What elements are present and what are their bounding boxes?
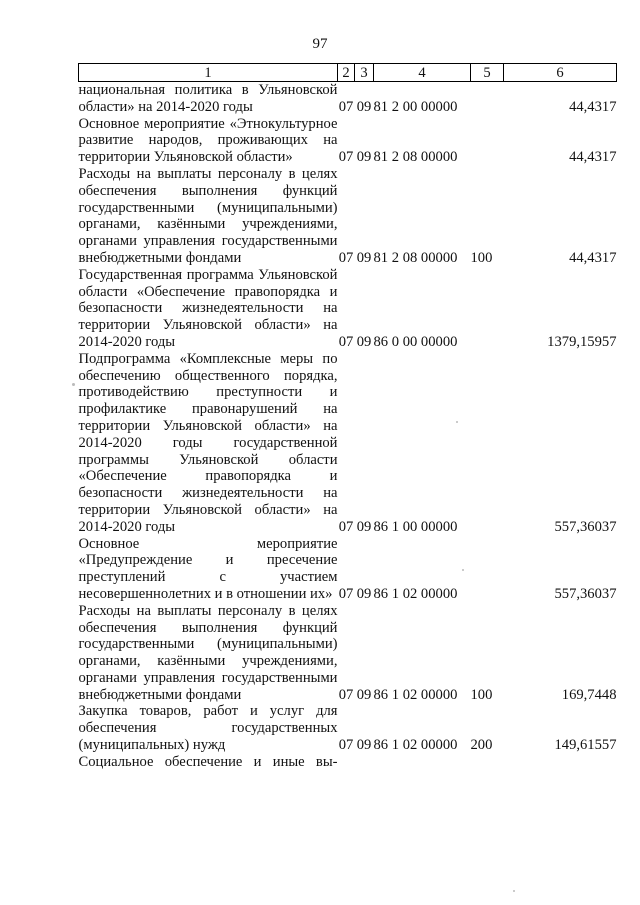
row-amount: 149,61557: [554, 737, 617, 754]
row-description: Подпрограмма «Комплексные меры по обеспечению общественного порядка, противодействию преступности и профилактике правонарушений на территории Ульяновской области» на 2014-2020 годы государственной программы Ульяновской области «Обеспечение правопорядка и безопасности жизнедеятельности на территории Ульяновской области» на 2014-2020 годы: [78, 350, 338, 535]
row-section-code: 07: [338, 98, 354, 115]
row-description: Расходы на выплаты персоналу в целях обеспечения выполнения функций государственными (муниципальными) органами, казёнными учреждениями, органами управления государственными внебюджетными фондами: [78, 165, 338, 266]
row-target-article: 86 1 02 00000: [373, 585, 458, 602]
column-header-5: 5: [471, 64, 504, 82]
row-subsection-code: 09: [356, 585, 372, 602]
row-description: Основное мероприятие «Предупреждение и пресечение преступлений с участием несовершеннолетних и в отношении их»: [78, 535, 338, 602]
column-header-1: 1: [79, 64, 338, 82]
row-subsection-code: 09: [356, 149, 372, 166]
row-expense-type: 200: [470, 737, 493, 754]
row-target-article: 86 1 02 00000: [373, 737, 458, 754]
row-expense-type: [471, 82, 504, 116]
row-expense-type: [471, 267, 504, 351]
column-header-6: 6: [504, 64, 617, 82]
row-subsection-code: 09: [356, 333, 372, 350]
scan-speck: [513, 890, 515, 892]
row-description: Социальное обеспечение и иные вы-: [78, 753, 338, 770]
table-row: [79, 703, 617, 753]
table-row: [79, 603, 617, 704]
scan-speck: [456, 421, 458, 423]
row-target-article: 86 1 00 00000: [373, 518, 458, 535]
column-header-4: 4: [374, 64, 471, 82]
row-amount: 1379,15957: [547, 333, 617, 350]
row-expense-type: 100: [470, 249, 493, 266]
row-expense-type: [471, 536, 504, 603]
table-row: [79, 166, 617, 267]
row-description: Закупка товаров, работ и услуг для обеспечения государственных (муниципальных) нужд: [78, 703, 338, 754]
row-target-article: [374, 754, 471, 771]
table-row: [79, 536, 617, 603]
column-header-3: 3: [355, 64, 374, 82]
column-header-2: 2: [338, 64, 355, 82]
row-subsection-code: 09: [356, 686, 372, 703]
row-section-code: [338, 754, 355, 771]
budget-table: [78, 63, 617, 771]
table-row: [79, 116, 617, 166]
row-section-code: 07: [338, 686, 354, 703]
row-expense-type: 100: [470, 686, 493, 703]
row-description: национальная политика в Ульяновской области» на 2014-2020 годы: [78, 82, 338, 115]
row-amount: 557,36037: [554, 585, 617, 602]
page-number: 97: [312, 36, 328, 52]
row-amount: 44,4317: [569, 249, 617, 266]
row-target-article: 81 2 00 00000: [373, 98, 458, 115]
row-subsection-code: 09: [356, 98, 372, 115]
row-description: Государственная программа Ульяновской области «Обеспечение правопорядка и безопасности жизнедеятельности на территории Ульяновской области» на 2014-2020 годы: [78, 266, 338, 350]
scan-speck: [462, 569, 464, 571]
row-section-code: 07: [338, 737, 354, 754]
row-section-code: 07: [338, 518, 354, 535]
row-subsection-code: 09: [356, 737, 372, 754]
row-subsection-code: 09: [356, 249, 372, 266]
table-header-row: [79, 64, 617, 82]
row-expense-type: [471, 351, 504, 536]
row-subsection-code: 09: [356, 518, 372, 535]
row-section-code: 07: [338, 333, 354, 350]
row-amount: 44,4317: [569, 149, 617, 166]
row-expense-type: [471, 116, 504, 166]
table-row: [79, 754, 617, 771]
row-target-article: 81 2 08 00000: [373, 149, 458, 166]
row-target-article: 81 2 08 00000: [373, 249, 458, 266]
row-subsection-code: [355, 754, 374, 771]
row-description: Основное мероприятие «Этнокультурное развитие народов, проживающих на территории Ульяновской области»: [78, 115, 338, 166]
row-amount: [504, 754, 617, 771]
row-section-code: 07: [338, 585, 354, 602]
row-amount: 557,36037: [554, 518, 617, 535]
table-row: [79, 82, 617, 116]
row-description: Расходы на выплаты персоналу в целях обеспечения выполнения функций государственными (муниципальными) органами, казёнными учреждениями, органами управления государственными внебюджетными фондами: [78, 602, 338, 703]
row-target-article: 86 0 00 00000: [373, 333, 458, 350]
row-target-article: 86 1 02 00000: [373, 686, 458, 703]
scan-speck: [72, 383, 75, 386]
row-section-code: 07: [338, 149, 354, 166]
table-row: [79, 351, 617, 536]
row-expense-type: [471, 754, 504, 771]
row-section-code: 07: [338, 249, 354, 266]
table-row: [79, 267, 617, 351]
row-amount: 44,4317: [569, 98, 617, 115]
row-amount: 169,7448: [561, 686, 617, 703]
